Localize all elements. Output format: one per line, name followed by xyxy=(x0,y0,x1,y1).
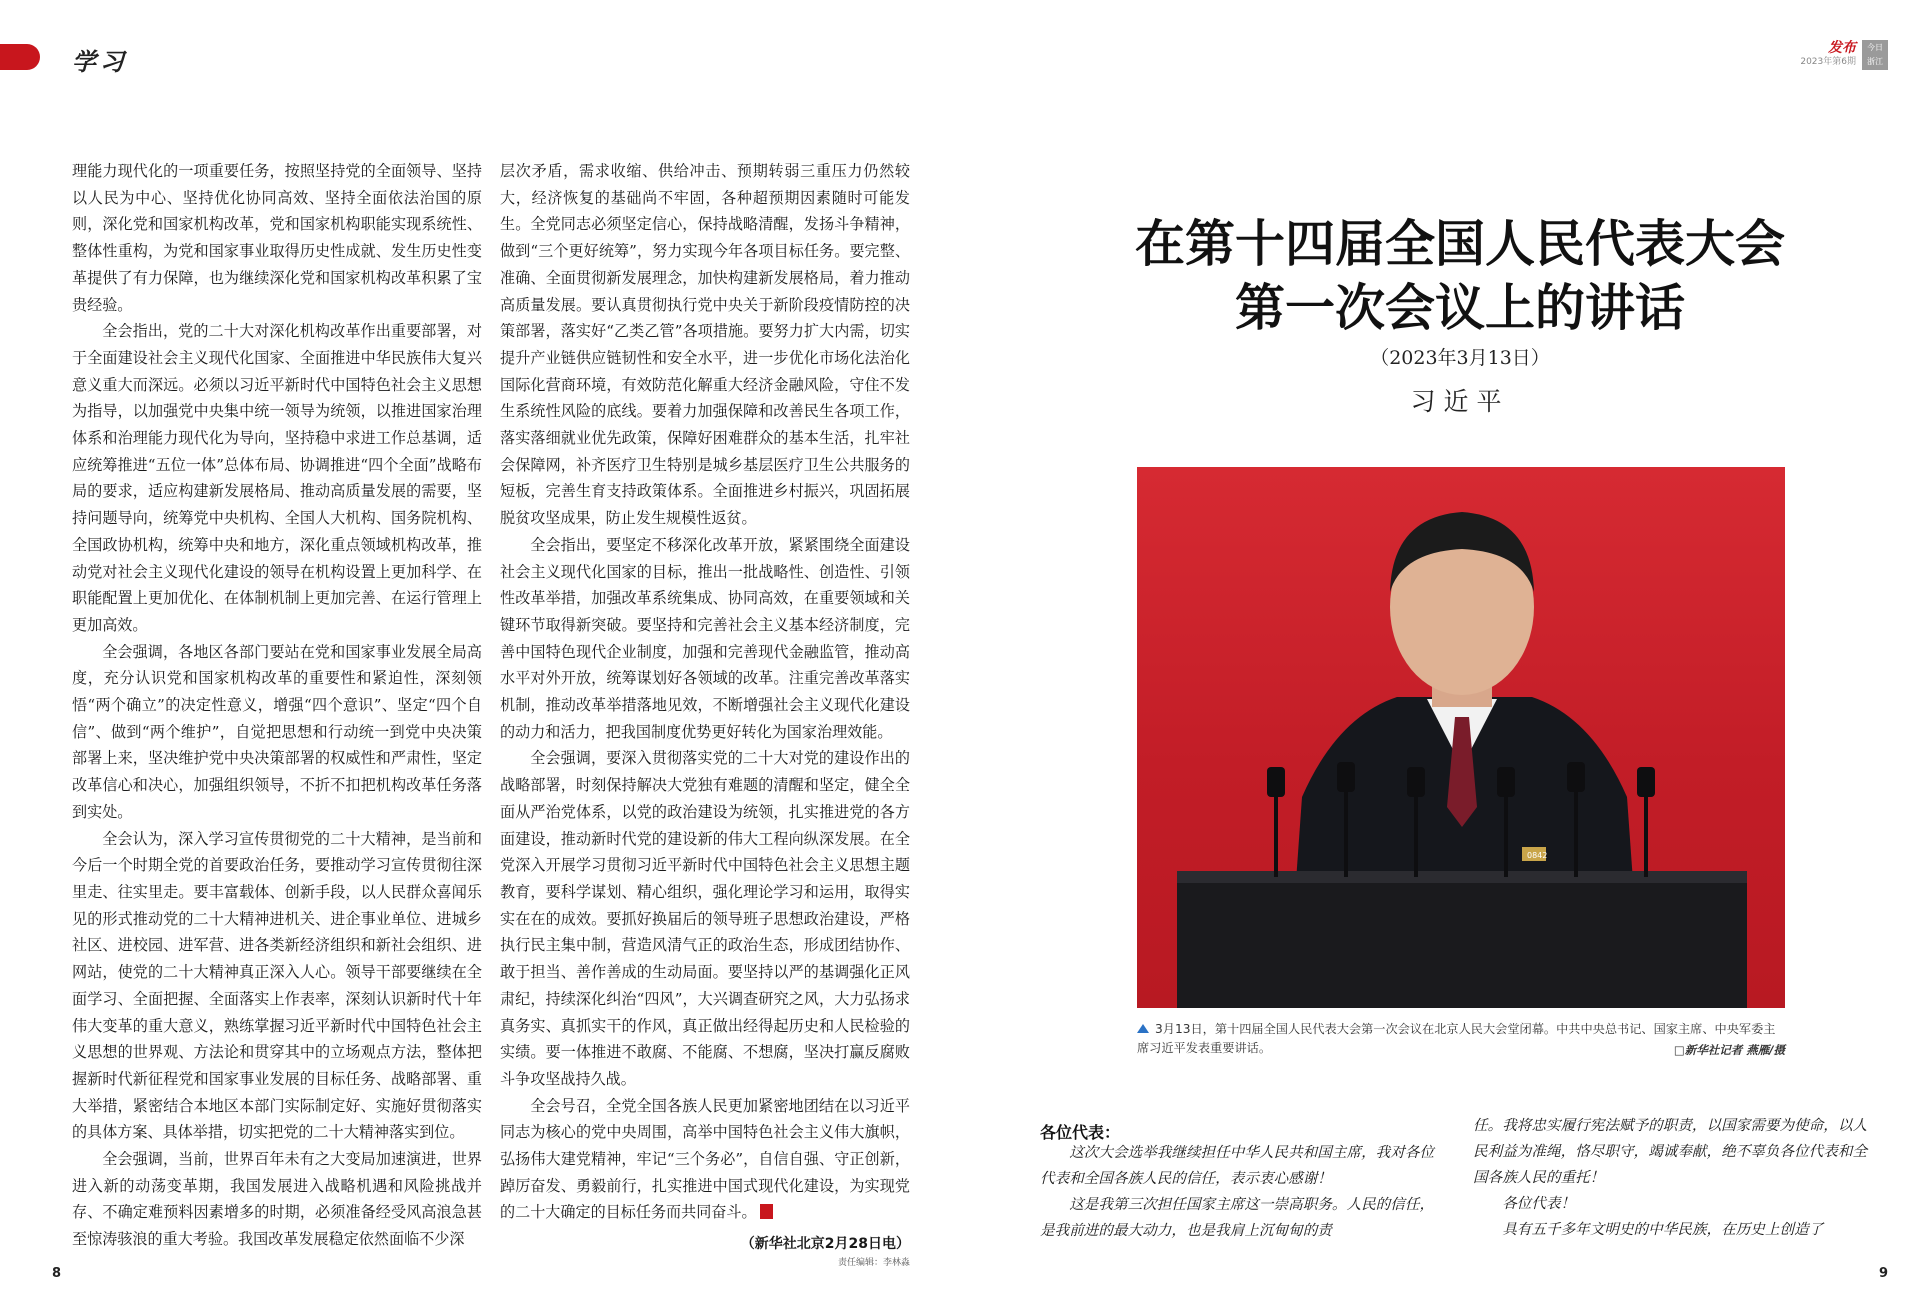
article-title xyxy=(1040,212,1880,340)
speech-paragraph: 各位代表！ xyxy=(1502,1195,1576,1212)
caption-triangle-icon xyxy=(1137,1024,1149,1033)
photo-illustration xyxy=(1137,467,1785,1008)
speech-salutation: 各位代表： xyxy=(1040,1123,1121,1142)
article-paragraph: 全会号召，全党全国各族人民更加紧密地团结在以习近平同志为核心的党中央周围，高举中国特色社会主义伟大旗帜，弘扬伟大建党精神，牢记“三个务必”，自信自强、守正创新，踔厉奋发、勇毅前行，扎实推进中国式现代化建设，为实现党的二十大确定的目标任务而共同奋斗。 xyxy=(500,1096,910,1222)
page-number-right: 9 xyxy=(1878,1266,1888,1281)
article-column-1 xyxy=(72,158,482,1253)
podium-top xyxy=(1177,871,1747,883)
article-end-icon xyxy=(760,1204,773,1219)
title-line-1: 在第十四届全国人民代表大会 xyxy=(1135,215,1785,273)
magazine-masthead xyxy=(1800,40,1888,70)
article-paragraph: 全会强调，要深入贯彻落实党的二十大对党的建设作出的战略部署，时刻保持解决大党独有难题的清醒和坚定，健全全面从严治党体系，以党的政治建设为统领，扎实推进党的各方面建设，推动新时代党的建设新的伟大工程向纵深发展。在全党深入开展学习贯彻习近平新时代中国特色社会主义思想主题教育，要科学谋划、精心组织，强化理论学习和运用，取得实实在在的成效。要抓好换届后的领导班子思想政治建设，严格执行民主集中制，营造风清气正的政治生态，形成团结协作、敢于担当、善作善成的生动局面。要坚持以严的基调强化正风肃纪，持续深化纠治“四风”，大兴调查研究之风，大力弘扬求真务实、真抓实干的作风，真正做出经得起历史和人民检验的实绩。要一体推进不敢腐、不能腐、不想腐，坚决打赢反腐败斗争攻坚战持久战。 xyxy=(500,749,910,1088)
article-paragraph: 全会强调，当前，世界百年未有之大变局加速演进，世界进入新的动荡变革期，我国发展进入战略机遇和风险挑战并存、不确定难预料因素增多的时期，必须准备经受风高浪急甚至惊涛骇浪的重大考验。我国改革发展稳定依然面临不少深 xyxy=(72,1150,482,1249)
badge-number: 0842 xyxy=(1527,851,1548,860)
speech-column-1 xyxy=(1040,1140,1440,1244)
speech-paragraph: 任。我将忠实履行宪法赋予的职责，以国家需要为使命，以人民利益为准绳，恪尽职守，竭诚奉献，绝不辜负各位代表和全国各族人民的重托！ xyxy=(1473,1117,1868,1186)
article-paragraph: 全会强调，各地区各部门要站在党和国家事业发展全局高度，充分认识党和国家机构改革的重要性和紧迫性，深刻领悟“两个确立”的决定性意义，增强“四个意识”、坚定“四个自信”、做到“两个维护”，自觉把思想和行动统一到党中央决策部署上来，坚决维护党中央决策部署的权威性和严肃性，坚定改革信心和决心，加强组织领导，不折不扣把机构改革任务落到实处。 xyxy=(72,642,482,821)
section-tab-marker xyxy=(0,44,40,70)
news-photo xyxy=(1137,467,1785,1008)
speech-date: （2023年3月13日） xyxy=(1370,347,1550,369)
speech-paragraph: 具有五千多年文明史的中华民族，在历史上创造了 xyxy=(1502,1221,1824,1238)
page-number-left: 8 xyxy=(52,1266,62,1281)
responsible-editor: 责任编辑：李林淼 xyxy=(837,1258,910,1268)
speech-paragraph: 这次大会选举我继续担任中华人民共和国主席，我对各位代表和全国各族人民的信任，表示衷心感谢！ xyxy=(1040,1144,1435,1187)
caption-text: 3月13日，第十四届全国人民代表大会第一次会议在北京人民大会堂闭幕。中共中央总书记、国家主席、中央军委主席习近平发表重要讲话。 xyxy=(1137,1022,1776,1055)
article-paragraph: 全会指出，要坚定不移深化改革开放，紧紧围绕全面建设社会主义现代化国家的目标，推出一批战略性、创造性、引领性改革举措，加强改革系统集成、协同高效，在重要领域和关键环节取得新突破。要坚持和完善社会主义基本经济制度，完善中国特色现代企业制度，加强和完善现代金融监管，推动高水平对外开放，统筹谋划好各领域的改革。注重完善改革落实机制，推动改革举措落地见效，不断增强社会主义现代化建设的动力和活力，把我国制度优势更好转化为国家治理效能。 xyxy=(500,535,910,741)
article-paragraph: 理能力现代化的一项重要任务，按照坚持党的全面领导、坚持以人民为中心、坚持优化协同高效、坚持全面依法治国的原则，深化党和国家机构改革，党和国家机构职能实现系统性、整体性重构，为党和国家事业取得历史性成就、发生历史性变革提供了有力保障，也为继续深化党和国家机构改革积累了宝贵经验。 xyxy=(72,162,482,314)
speech-column-2 xyxy=(1473,1113,1873,1243)
speech-author: 习近平 xyxy=(1410,387,1510,416)
article-paragraph: 全会认为，深入学习宣传贯彻党的二十大精神，是当前和今后一个时期全党的首要政治任务，要推动学习宣传贯彻往深里走、往实里走。要丰富载体、创新手段，以人民群众喜闻乐见的形式推动党的二十大精神进机关、进企事业单位、进城乡社区、进校园、进军营、进各类新经济组织和新社会组织、进网站，使党的二十大精神真正深入人心。领导干部要继续在全面学习、全面把握、全面落实上作表率，深刻认识新时代十年伟大变革的重大意义，熟练掌握习近平新时代中国特色社会主义思想的世界观、方法论和贯穿其中的立场观点方法，整体把握新时代新征程党和国家事业发展的目标任务、战略部署、重大举措，紧密结合本地区本部门实际制定好、实施好贯彻落实的具体方案、具体举措，切实把党的二十大精神落实到位。 xyxy=(72,829,482,1142)
title-line-2: 第一次会议上的讲话 xyxy=(1235,279,1685,337)
speech-paragraph: 这是我第三次担任国家主席这一崇高职务。人民的信任，是我前进的最大动力，也是我肩上沉甸甸的责 xyxy=(1040,1196,1435,1239)
article-paragraph: 层次矛盾，需求收缩、供给冲击、预期转弱三重压力仍然较大，经济恢复的基础尚不牢固，各种超预期因素随时可能发生。全党同志必须坚定信心，保持战略清醒，发扬斗争精神，做到“三个更好统筹”，努力实现今年各项目标任务。要完整、准确、全面贯彻新发展理念，加快构建新发展格局，着力推动高质量发展。要认真贯彻执行党中央关于新阶段疫情防控的决策部署，落实好“乙类乙管”各项措施。要努力扩大内需，切实提升产业链供应链韧性和安全水平，进一步优化市场化法治化国际化营商环境，有效防范化解重大经济金融风险，守住不发生系统性风险的底线。要着力加强保障和改善民生各项工作，落实落细就业优先政策，保障好困难群众的基本生活，扎牢社会保障网，补齐医疗卫生特别是城乡基层医疗卫生公共服务的短板，完善生育支持政策体系。全面推进乡村振兴，巩固拓展脱贫攻坚成果，防止发生规模性返贫。 xyxy=(500,162,910,528)
podium xyxy=(1177,877,1747,1008)
magazine-badge: 今日 浙江 xyxy=(1862,40,1888,70)
issue-number: 2023年第6期 xyxy=(1800,57,1856,67)
photo-credit: □新华社记者 燕雁/摄 xyxy=(1673,1043,1785,1057)
article-column-2 xyxy=(500,158,910,1226)
article-source: （新华社北京2月28日电） xyxy=(740,1236,910,1252)
magazine-name: 发布 xyxy=(1828,40,1856,56)
article-paragraph: 全会指出，党的二十大对深化机构改革作出重要部署，对于全面建设社会主义现代化国家、全面推进中华民族伟大复兴意义重大而深远。必须以习近平新时代中国特色社会主义思想为指导，以加强党中央集中统一领导为统领，以推进国家治理体系和治理能力现代化为导向，坚持稳中求进工作总基调，适应统筹推进“五位一体”总体布局、协调推进“四个全面”战略布局的要求，适应构建新发展格局、推动高质量发展的需要，坚持问题导向，统筹党中央机构、全国人大机构、国务院机构、全国政协机构，统筹中央和地方，深化重点领域机构改革，推动党对社会主义现代化建设的领导在机构设置上更加科学、在职能配置上更加优化、在体制机制上更加完善、在运行管理上更加高效。 xyxy=(72,322,482,634)
section-label: 学习 xyxy=(72,48,128,76)
